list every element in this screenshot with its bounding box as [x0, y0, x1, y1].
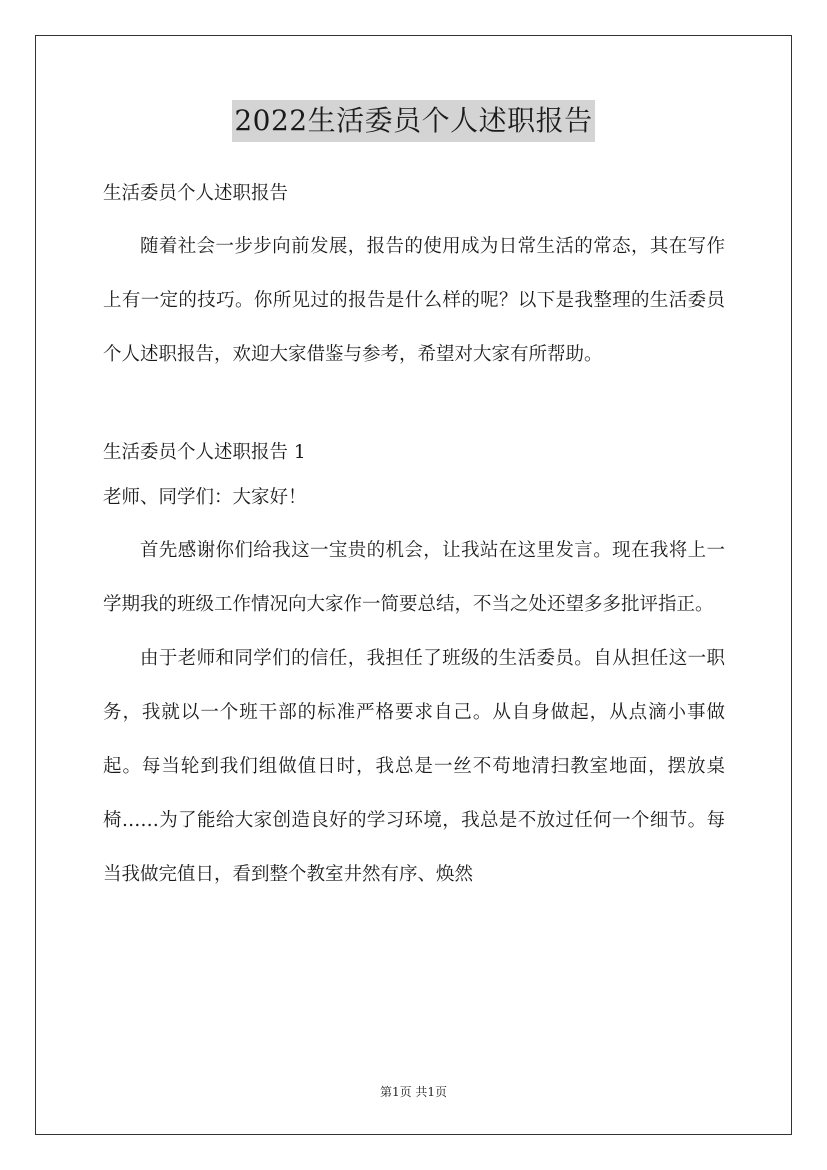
body-paragraph: 由于老师和同学们的信任，我担任了班级的生活委员。自从担任这一职务，我就以一个班干部的标准严格要求自己。从自身做起，从点滴小事做起。每当轮到我们组做值日时，我总是一丝不苟地清扫教室地面，摆放桌椅……为了能给大家创造良好的学习环境，我总是不放过任何一个细节。每当我做完值日，看到整个教室井然有序、焕然: [103, 648, 725, 885]
body-paragraph: 首先感谢你们给我这一宝贵的机会，让我站在这里发言。现在我将上一学期我的班级工作情况向大家作一简要总结，不当之处还望多多批评指正。: [103, 540, 725, 615]
page-footer: 第1页 共1页: [379, 1085, 448, 1099]
intro-paragraph: [103, 220, 725, 382]
section-heading: 生活委员个人述职报告 1: [103, 442, 306, 463]
greeting-line: 老师、同学们：大家好！: [103, 487, 307, 508]
document-title: 2022生活委员个人述职报告: [232, 100, 594, 142]
body-paragraphs: [103, 524, 725, 902]
document-subtitle: 生活委员个人述职报告: [103, 183, 289, 204]
intro-text: 随着社会一步步向前发展，报告的使用成为日常生活的常态，其在写作上有一定的技巧。你所见过的报告是什么样的呢？以下是我整理的生活委员个人述职报告，欢迎大家借鉴与参考，希望对大家有所帮助。: [103, 236, 725, 365]
title-container: [0, 100, 827, 142]
document-body: [103, 175, 725, 902]
